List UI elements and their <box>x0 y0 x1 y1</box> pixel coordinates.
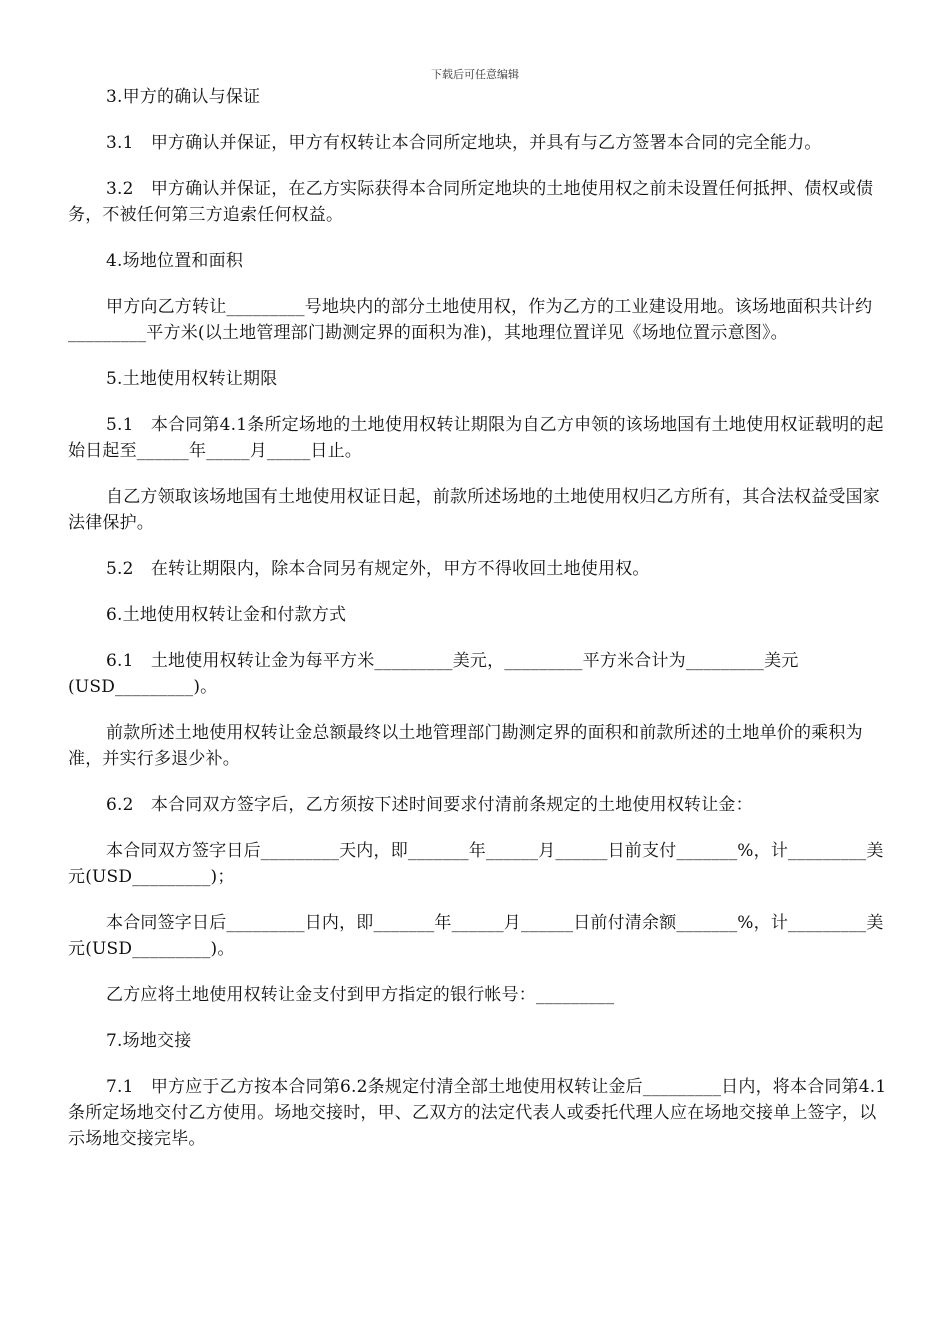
clause-paragraph: 本合同签字日后_________日内，即_______年______月______日前付清余额_______%，计_________美元(USD_________)。 <box>68 913 884 959</box>
clause-paragraph: 6.2 本合同双方签字后，乙方须按下述时间要求付清前条规定的土地使用权转让金： <box>106 795 753 815</box>
clause-paragraph: 前款所述土地使用权转让金总额最终以土地管理部门勘测定界的面积和前款所述的土地单价的乘积为准，并实行多退少补。 <box>68 723 863 769</box>
section-heading: 5.土地使用权转让期限 <box>106 369 278 389</box>
clause-paragraph: 6.1 土地使用权转让金为每平方米_________美元，_________平方米合计为_________美元(USD_________)。 <box>68 651 799 697</box>
section-heading: 7.场地交接 <box>106 1031 192 1051</box>
clause-paragraph: 3.2 甲方确认并保证，在乙方实际获得本合同所定地块的土地使用权之前未设置任何抵押、债权或债务，不被任何第三方追索任何权益。 <box>68 179 874 225</box>
clause-paragraph: 5.2 在转让期限内，除本合同另有规定外，甲方不得收回土地使用权。 <box>106 559 650 579</box>
page-header-note: 下载后可任意编辑 <box>431 68 519 81</box>
clause-paragraph: 本合同双方签字日后_________天内，即_______年______月______日前支付_______%，计_________美元(USD_________)； <box>68 841 884 887</box>
document-body <box>68 84 888 1172</box>
clause-paragraph: 乙方应将土地使用权转让金支付到甲方指定的银行帐号：_________ <box>106 985 615 1005</box>
clause-paragraph: 7.1 甲方应于乙方按本合同第6.2条规定付清全部土地使用权转让金后_________日内，将本合同第4.1条所定场地交付乙方使用。场地交接时，甲、乙双方的法定代表人或委托代理人应在场地交接单上签字，以示场地交接完毕。 <box>68 1077 887 1149</box>
clause-paragraph: 5.1 本合同第4.1条所定场地的土地使用权转让期限为自乙方申领的该场地国有土地使用权证载明的起始日起至______年_____月_____日止。 <box>68 415 884 461</box>
clause-paragraph: 甲方向乙方转让_________号地块内的部分土地使用权，作为乙方的工业建设用地。该场地面积共计约_________平方米(以土地管理部门勘测定界的面积为准)，其地理位置详见《场地位置示意图》。 <box>68 297 873 343</box>
section-heading: 6.土地使用权转让金和付款方式 <box>106 605 347 625</box>
section-heading: 4.场地位置和面积 <box>106 251 244 271</box>
clause-paragraph: 3.1 甲方确认并保证，甲方有权转让本合同所定地块，并具有与乙方签署本合同的完全能力。 <box>106 133 822 153</box>
section-heading: 3.甲方的确认与保证 <box>106 87 261 107</box>
clause-paragraph: 自乙方领取该场地国有土地使用权证日起，前款所述场地的土地使用权归乙方所有，其合法权益受国家法律保护。 <box>68 487 880 533</box>
